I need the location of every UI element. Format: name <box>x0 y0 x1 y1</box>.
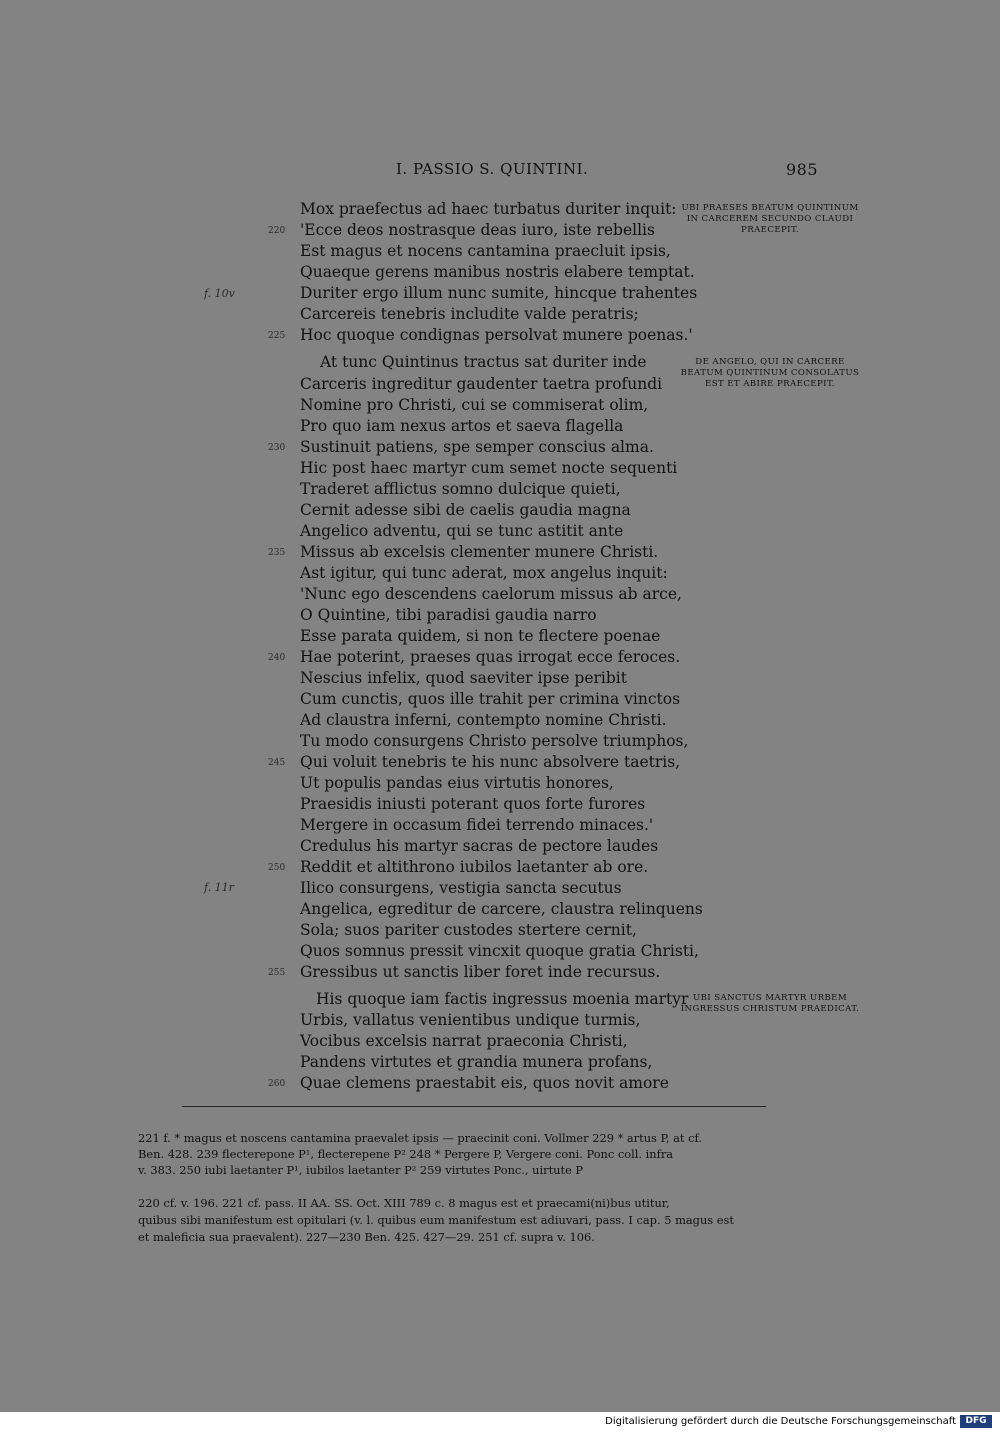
verse-line: Quaeque gerens manibus nostris elabere temptat. <box>300 263 695 281</box>
line-number: 230 <box>268 443 286 453</box>
source-line: quibus sibi manifestum est opitulari (v. l. quibus eum manifestum est adiuvari, pass. I cap. 5 magus est <box>138 1213 734 1227</box>
verse-line: Nomine pro Christi, cui se commiserat olim, <box>300 396 649 414</box>
apparatus-line: v. 383. 250 iubi laetanter P¹, iubilos laetanter P² 259 virtutes Ponc., uirtute P <box>138 1163 584 1177</box>
credit-text: Digitalisierung gefördert durch die Deutsche Forschungsgemeinschaft <box>605 1416 956 1427</box>
line-number: 245 <box>268 758 286 768</box>
verse-line: 'Nunc ego descendens caelorum missus ab arce, <box>300 585 682 603</box>
dfg-logo: DFG <box>960 1415 992 1428</box>
page-number: 985 <box>786 160 819 179</box>
apparatus-line: Ben. 428. 239 flecterepone P¹, flecterepene P² 248 * Pergere P, Vergere coni. Ponc coll. infra <box>138 1147 674 1161</box>
verse-line: Cum cunctis, quos ille trahit per crimina vinctos <box>300 690 681 708</box>
verse-line: Praesidis iniusti poterant quos forte furores <box>300 795 646 813</box>
verse-line: Ilico consurgens, vestigia sancta secutus <box>300 879 622 897</box>
verse-line: Ast igitur, qui tunc aderat, mox angelus inquit: <box>300 564 668 582</box>
folio-mark: f. 11r <box>204 881 234 894</box>
verse-line: Gressibus ut sanctis liber foret inde recursus. <box>300 963 661 981</box>
line-number: 220 <box>268 226 286 236</box>
verse-line: Vocibus excelsis narrat praeconia Christi, <box>300 1032 628 1050</box>
verse-line: Carcereis tenebris includite valde peratris; <box>300 305 639 323</box>
verse-line: O Quintine, tibi paradisi gaudia narro <box>300 606 597 624</box>
verse-line: Est magus et nocens cantamina praecluit ipsis, <box>300 242 671 260</box>
verse-line: Sustinuit patiens, spe semper conscius alma. <box>300 438 654 456</box>
verse-line: Ad claustra inferni, contempto nomine Christi. <box>300 711 667 729</box>
verse-line: Angelico adventu, qui se tunc astitit ante <box>300 522 624 540</box>
verse-line: Quos somnus pressit vincxit quoque gratia Christi, <box>300 942 699 960</box>
line-number: 225 <box>268 331 286 341</box>
margin-note: DE ANGELO, QUI IN CARCERE BEATUM QUINTINUM CONSOLATUS EST ET ABIRE PRAECEPIT. <box>680 357 860 389</box>
verse-line: Urbis, vallatus venientibus undique turmis, <box>300 1011 641 1029</box>
line-number: 255 <box>268 968 286 978</box>
margin-note: UBI SANCTUS MARTYR URBEM INGRESSUS CHRISTUM PRAEDICAT. <box>680 993 860 1014</box>
verse-line: Mergere in occasum fidei terrendo minaces.' <box>300 816 654 834</box>
margin-note: UBI PRAESES BEATUM QUINTINUM IN CARCEREM SECUNDO CLAUDI PRAECEPIT. <box>681 203 859 235</box>
verse-line: Esse parata quidem, si non te flectere poenae <box>300 627 661 645</box>
verse-line: Pandens virtutes et grandia munera profans, <box>300 1053 653 1071</box>
folio-mark: f. 10v <box>204 287 235 300</box>
source-line: et maleficia sua praevalent). 227—230 Ben. 425. 427—29. 251 cf. supra v. 106. <box>138 1230 595 1244</box>
verse-line: Tu modo consurgens Christo persolve triumphos, <box>300 732 689 750</box>
verse-line: Duriter ergo illum nunc sumite, hincque trahentes <box>300 284 698 302</box>
verse-line: Hoc quoque condignas persolvat munere poenas.' <box>300 326 693 344</box>
line-number: 240 <box>268 653 286 663</box>
footnote-rule <box>182 1106 766 1107</box>
verse-line: Hic post haec martyr cum semet nocte sequenti <box>300 459 678 477</box>
running-head: I. PASSIO S. QUINTINI. <box>396 160 589 178</box>
source-line: 220 cf. v. 196. 221 cf. pass. II AA. SS. Oct. XIII 789 c. 8 magus est et praecami(ni)bus utitur, <box>138 1196 670 1210</box>
verse-line: His quoque iam factis ingressus moenia martyr <box>316 990 689 1008</box>
verse-line: Nescius infelix, quod saeviter ipse peribit <box>300 669 627 687</box>
verse-line: Mox praefectus ad haec turbatus duriter inquit: <box>300 200 677 218</box>
line-number: 250 <box>268 863 286 873</box>
verse-line: Pro quo iam nexus artos et saeva flagella <box>300 417 624 435</box>
verse-line: Traderet afflictus somno dulcique quieti, <box>300 480 621 498</box>
verse-line: Carceris ingreditur gaudenter taetra profundi <box>300 375 663 393</box>
verse-line: Reddit et altithrono iubilos laetanter ab ore. <box>300 858 649 876</box>
apparatus-line: 221 f. * magus et noscens cantamina praevalet ipsis — praecinit coni. Vollmer 229 * artus P, at cf. <box>138 1131 702 1145</box>
verse-line: Angelica, egreditur de carcere, claustra relinquens <box>300 900 703 918</box>
verse-line: Missus ab excelsis clementer munere Christi. <box>300 543 659 561</box>
verse-line: 'Ecce deos nostrasque deas iuro, iste rebellis <box>300 221 655 239</box>
verse-line: At tunc Quintinus tractus sat duriter inde <box>320 353 647 371</box>
verse-line: Credulus his martyr sacras de pectore laudes <box>300 837 659 855</box>
verse-line: Ut populis pandas eius virtutis honores, <box>300 774 614 792</box>
line-number: 235 <box>268 548 286 558</box>
verse-line: Cernit adesse sibi de caelis gaudia magna <box>300 501 631 519</box>
verse-line: Hae poterint, praeses quas irrogat ecce feroces. <box>300 648 681 666</box>
verse-line: Sola; suos pariter custodes stertere cernit, <box>300 921 637 939</box>
verse-line: Qui voluit tenebris te his nunc absolvere taetris, <box>300 753 681 771</box>
verse-line: Quae clemens praestabit eis, quos novit amore <box>300 1074 669 1092</box>
line-number: 260 <box>268 1079 286 1089</box>
